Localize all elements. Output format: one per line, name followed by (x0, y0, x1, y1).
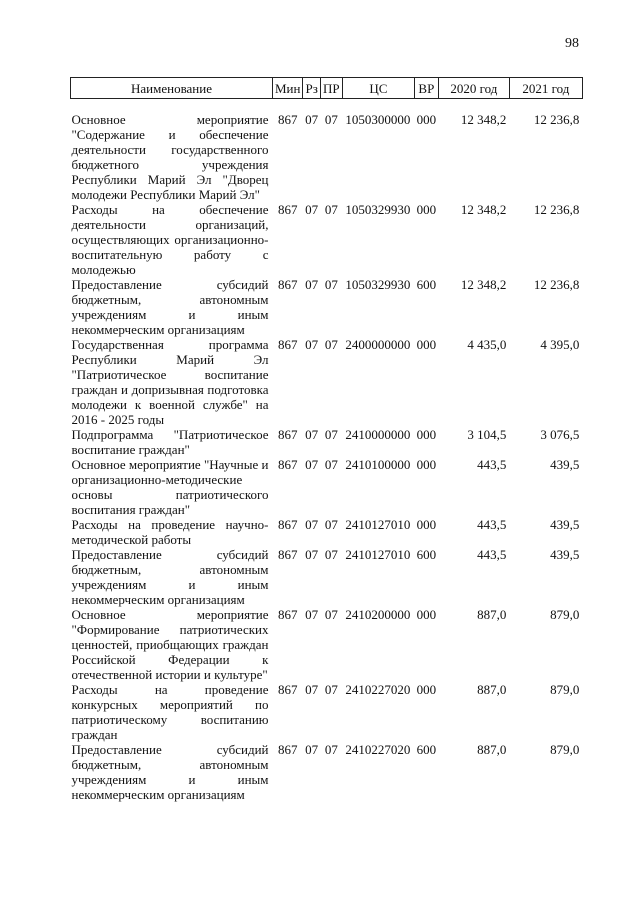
row-rz: 07 (305, 742, 319, 757)
row-2021: 439,5 (550, 517, 580, 532)
row-min: 867 (277, 457, 298, 472)
row-vr: 600 (416, 742, 437, 757)
row-2021: 439,5 (550, 547, 580, 562)
row-2021: 879,0 (550, 682, 580, 697)
row-pr: 07 (324, 607, 338, 622)
row-min: 867 (277, 742, 298, 757)
row-2021: 12 236,8 (533, 112, 580, 127)
row-2020: 12 348,2 (460, 112, 507, 127)
row-vr: 600 (416, 547, 437, 562)
row-pr: 07 (324, 427, 338, 442)
row-cs: 2410000000 (345, 427, 411, 442)
row-rz: 07 (305, 607, 319, 622)
table-row (71, 547, 583, 607)
row-pr: 07 (324, 547, 338, 562)
row-min: 867 (277, 112, 298, 127)
row-pr: 07 (324, 457, 338, 472)
row-pr: 07 (324, 202, 338, 217)
row-pr: 07 (324, 517, 338, 532)
table-header (71, 78, 583, 99)
row-vr: 000 (416, 682, 437, 697)
row-rz: 07 (305, 202, 319, 217)
row-2020: 443,5 (477, 457, 507, 472)
row-cs: 2410100000 (345, 457, 411, 472)
row-rz: 07 (305, 427, 319, 442)
row-cs: 2410200000 (345, 607, 411, 622)
row-cs: 2400000000 (345, 337, 411, 352)
row-2021: 3 076,5 (540, 427, 580, 442)
table-row (71, 99, 583, 203)
row-2021: 439,5 (550, 457, 580, 472)
row-vr: 000 (416, 112, 437, 127)
table-row (71, 337, 583, 427)
row-name: Расходы на проведение научно-методической работы (71, 517, 269, 547)
row-vr: 000 (416, 337, 437, 352)
header-rz: Рз (303, 78, 320, 99)
row-name: Расходы на обеспечение деятельности организаций, осуществляющих организационно-воспитательную работу с молодежью (71, 202, 269, 277)
row-vr: 000 (416, 517, 437, 532)
table-row (71, 277, 583, 337)
row-2020: 443,5 (477, 547, 507, 562)
row-pr: 07 (324, 682, 338, 697)
row-2021: 879,0 (550, 607, 580, 622)
row-name: Подпрограмма "Патриотическое воспитание граждан" (71, 427, 269, 457)
table-row (71, 517, 583, 547)
row-vr: 600 (416, 277, 437, 292)
row-2020: 887,0 (477, 607, 507, 622)
header-2021: 2021 год (509, 78, 582, 99)
row-2020: 3 104,5 (467, 427, 507, 442)
row-rz: 07 (305, 337, 319, 352)
row-rz: 07 (305, 112, 319, 127)
row-2020: 887,0 (477, 742, 507, 757)
row-pr: 07 (324, 337, 338, 352)
row-name: Основное мероприятие "Научные и организационно-методические основы патриотического воспитания граждан" (71, 457, 269, 517)
header-name: Наименование (71, 78, 273, 99)
row-rz: 07 (305, 547, 319, 562)
row-rz: 07 (305, 277, 319, 292)
table-row (71, 682, 583, 742)
table-row (71, 607, 583, 682)
table-row (71, 427, 583, 457)
row-cs: 2410227020 (345, 742, 411, 757)
header-min: Мин (273, 78, 303, 99)
row-name: Расходы на проведение конкурсных мероприятий по патриотическому воспитанию граждан (71, 682, 269, 742)
header-vr: ВР (414, 78, 438, 99)
page-number: 98 (565, 36, 579, 51)
row-2020: 887,0 (477, 682, 507, 697)
row-rz: 07 (305, 682, 319, 697)
row-cs: 2410127010 (345, 517, 411, 532)
row-2020: 12 348,2 (460, 277, 507, 292)
row-cs: 1050329930 (345, 202, 411, 217)
row-rz: 07 (305, 457, 319, 472)
row-2020: 443,5 (477, 517, 507, 532)
row-min: 867 (277, 517, 298, 532)
row-min: 867 (277, 682, 298, 697)
row-2020: 4 435,0 (467, 337, 507, 352)
table-row (71, 457, 583, 517)
table-body (71, 99, 583, 803)
row-2021: 12 236,8 (533, 277, 580, 292)
row-min: 867 (277, 337, 298, 352)
row-cs: 1050329930 (345, 277, 411, 292)
row-2021: 879,0 (550, 742, 580, 757)
row-pr: 07 (324, 112, 338, 127)
row-name: Предоставление субсидий бюджетным, автономным учреждениям и иным некоммерческим организациям (71, 547, 269, 607)
header-cs: ЦС (342, 78, 414, 99)
row-vr: 000 (416, 202, 437, 217)
row-vr: 000 (416, 427, 437, 442)
row-pr: 07 (324, 742, 338, 757)
budget-table (70, 77, 583, 802)
row-rz: 07 (305, 517, 319, 532)
row-name: Государственная программа Республики Марий Эл "Патриотическое воспитание граждан и допризывная подготовка молодежи к военной службе" на 2016 - 2025 годы (71, 337, 269, 427)
row-cs: 1050300000 (345, 112, 411, 127)
header-pr: ПР (320, 78, 342, 99)
row-vr: 000 (416, 607, 437, 622)
row-min: 867 (277, 607, 298, 622)
row-vr: 000 (416, 457, 437, 472)
row-name: Предоставление субсидий бюджетным, автономным учреждениям и иным некоммерческим организациям (71, 742, 269, 802)
row-2020: 12 348,2 (460, 202, 507, 217)
row-min: 867 (277, 427, 298, 442)
table-row (71, 202, 583, 277)
table-row (71, 742, 583, 802)
row-2021: 4 395,0 (540, 337, 580, 352)
row-min: 867 (277, 202, 298, 217)
row-name: Основное мероприятие "Содержание и обеспечение деятельности государственного бюджетного учреждения Республики Марий Эл "Дворец молодежи Республики Марий Эл" (71, 112, 269, 202)
header-2020: 2020 год (438, 78, 509, 99)
row-pr: 07 (324, 277, 338, 292)
row-min: 867 (277, 277, 298, 292)
row-name: Основное мероприятие "Формирование патриотических ценностей, приобщающих граждан Российской Федерации к отечественной истории и культуре" (71, 607, 269, 682)
row-min: 867 (277, 547, 298, 562)
row-cs: 2410227020 (345, 682, 411, 697)
row-cs: 2410127010 (345, 547, 411, 562)
row-name: Предоставление субсидий бюджетным, автономным учреждениям и иным некоммерческим организациям (71, 277, 269, 337)
row-2021: 12 236,8 (533, 202, 580, 217)
